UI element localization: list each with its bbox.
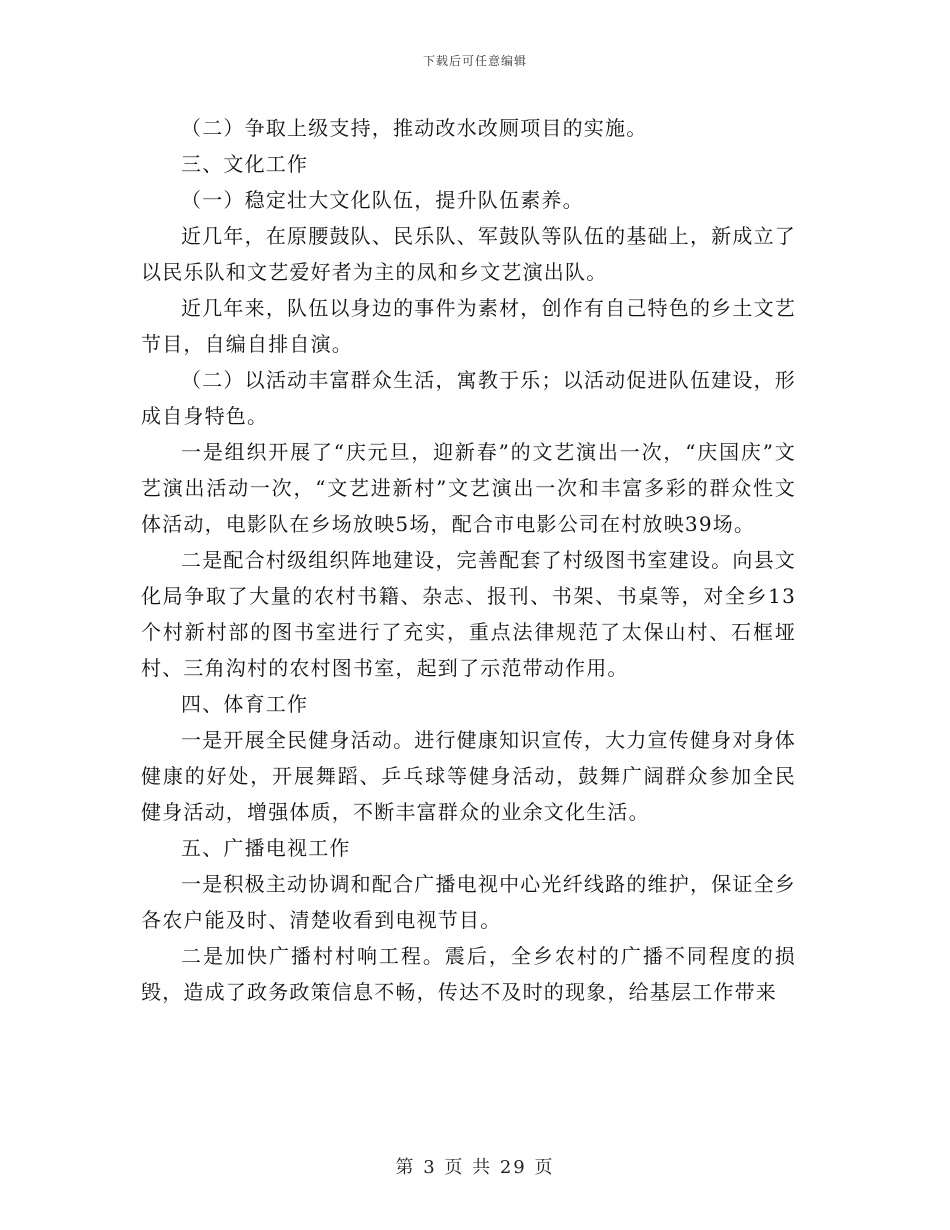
paragraph: （一）稳定壮大文化队伍，提升队伍素养。 — [181, 188, 584, 212]
paragraph: （二）争取上级支持，推动改水改厕项目的实施。 — [181, 116, 648, 140]
section-heading: 三、文化工作 — [181, 152, 309, 176]
paragraph: 近几年来，队伍以身边的事件为素材，创作有自己特色的乡土文艺节目，自编自排自演。 — [141, 296, 796, 356]
paragraph: 一是积极主动协调和配合广播电视中心光纤线路的维护，保证全乡各农户能及时、清楚收看到电视节目。 — [141, 872, 796, 932]
paragraph: 近几年，在原腰鼓队、民乐队、军鼓队等队伍的基础上，新成立了以民乐队和文艺爱好者为主的凤和乡文艺演出队。 — [141, 224, 796, 284]
page-number-footer: 第 3 页 共 29 页 — [395, 1157, 555, 1178]
paragraph: 一是组织开展了“庆元旦，迎新春”的文艺演出一次，“庆国庆”文艺演出活动一次，“文艺进新村”文艺演出一次和丰富多彩的群众性文体活动，电影队在乡场放映5场，配合市电影公司在村放映39场。 — [141, 440, 796, 536]
page-header: 下载后可任意编辑 — [422, 54, 527, 68]
section-heading: 五、广播电视工作 — [181, 836, 351, 860]
paragraph: （二）以活动丰富群众生活，寓教于乐；以活动促进队伍建设，形成自身特色。 — [141, 368, 796, 428]
document-body — [141, 110, 796, 1010]
paragraph: 二是加快广播村村响工程。震后，全乡农村的广播不同程度的损毁，造成了政务政策信息不畅，传达不及时的现象，给基层工作带来 — [141, 944, 796, 1004]
section-heading: 四、体育工作 — [181, 692, 309, 716]
paragraph: 一是开展全民健身活动。进行健康知识宣传，大力宣传健身对身体健康的好处，开展舞蹈、乒乓球等健身活动，鼓舞广阔群众参加全民健身活动，增强体质，不断丰富群众的业余文化生活。 — [141, 728, 796, 824]
paragraph: 二是配合村级组织阵地建设，完善配套了村级图书室建设。向县文化局争取了大量的农村书籍、杂志、报刊、书架、书桌等，对全乡13个村新村部的图书室进行了充实，重点法律规范了太保山村、石框垭村、三角沟村的农村图书室，起到了示范带动作用。 — [141, 548, 796, 680]
